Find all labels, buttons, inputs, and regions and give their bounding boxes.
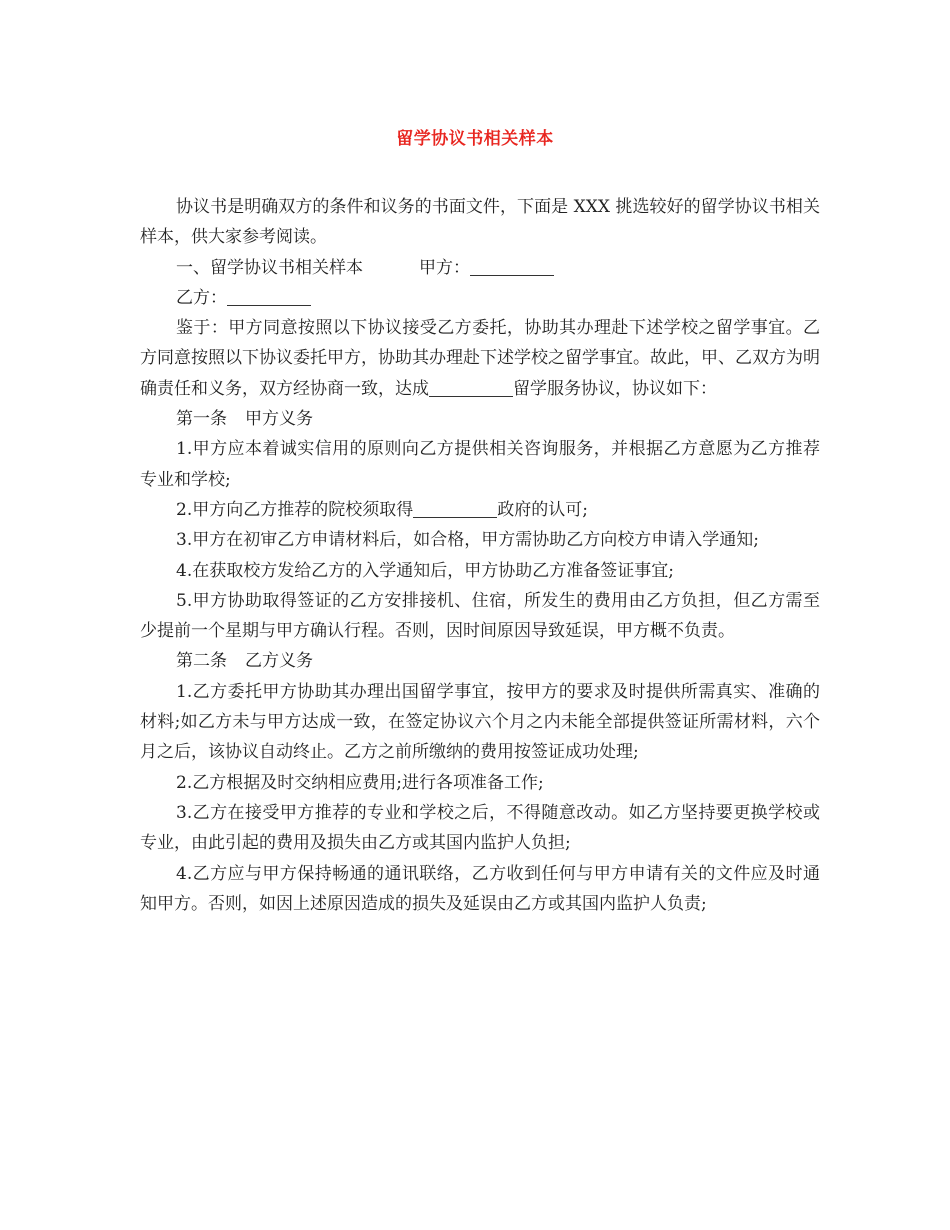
whereas-text-end: 留学服务协议，协议如下： (513, 378, 717, 399)
agreement-name-blank (429, 378, 513, 397)
party-b-label: 乙方： (176, 287, 227, 308)
intro-paragraph: 协议书是明确双方的条件和议务的书面文件，下面是 XXX 挑选较好的留学协议书相关样本，供大家参考阅读。 (140, 197, 820, 248)
article-1-item-1: 1.甲方应本着诚实信用的原则向乙方提供相关咨询服务，并根据乙方意愿为乙方推荐专业和学校; (140, 439, 820, 490)
document-body (140, 192, 820, 919)
article-1-item-2-end: 政府的认可; (497, 499, 588, 520)
section-heading-line (140, 253, 820, 283)
section-heading: 一、留学协议书相关样本 (176, 257, 363, 278)
article-2-item-1: 1.乙方委托甲方协助其办理出国留学事宜，按甲方的要求及时提供所需真实、准确的材料;如乙方未与甲方达成一致，在签定协议六个月之内未能全部提供签证所需材料，六个月之后，该协议自动终止。乙方之前所缴纳的费用按签证成功处理; (140, 681, 820, 763)
government-blank (413, 499, 497, 518)
party-b-line (140, 283, 820, 313)
article-1-item-4: 4.在获取校方发给乙方的入学通知后，甲方协助乙方准备签证事宜; (176, 560, 674, 581)
party-a-label: 甲方： (419, 257, 470, 278)
article-1-item-2-text: 2.甲方向乙方推荐的院校须取得 (176, 499, 414, 520)
article-2-item-3: 3.乙方在接受甲方推荐的专业和学校之后，不得随意改动。如乙方坚持要更换学校或专业，由此引起的费用及损失由乙方或其国内监护人负担; (140, 802, 820, 854)
document-title: 留学协议书相关样本 (396, 129, 554, 149)
article-1-item-2 (140, 495, 820, 525)
article-2-item-2: 2.乙方根据及时交纳相应费用;进行各项准备工作; (176, 772, 544, 793)
party-a-blank (470, 257, 554, 276)
article-1-item-3: 3.甲方在初审乙方申请材料后，如合格，甲方需协助乙方向校方申请入学通知; (176, 530, 759, 551)
article-2-heading (140, 646, 820, 676)
party-b-blank (227, 287, 311, 306)
article-2-title: 乙方义务 (245, 651, 313, 672)
whereas-text: 鉴于：甲方同意按照以下协议接受乙方委托，协助其办理赴下述学校之留学事宜。乙方同意按照以下协议委托甲方，协助其办理赴下述学校之留学事宜。故此，甲、乙双方为明确责任和义务，双方经协商一致，达成 (140, 318, 820, 399)
article-1-heading (140, 404, 820, 434)
article-2-number: 第二条 (176, 651, 227, 672)
article-1-title: 甲方义务 (245, 409, 313, 430)
article-2-item-4: 4.乙方应与甲方保持畅通的通讯联络，乙方收到任何与甲方申请有关的文件应及时通知甲方。否则，如因上述原因造成的损失及延误由乙方或其国内监护人负责; (140, 863, 820, 914)
whereas-paragraph (140, 313, 820, 404)
article-1-item-5: 5.甲方协助取得签证的乙方安排接机、住宿，所发生的费用由乙方负担，但乙方需至少提前一个星期与甲方确认行程。否则，因时间原因导致延误，甲方概不负责。 (140, 590, 820, 642)
article-1-number: 第一条 (176, 409, 227, 430)
